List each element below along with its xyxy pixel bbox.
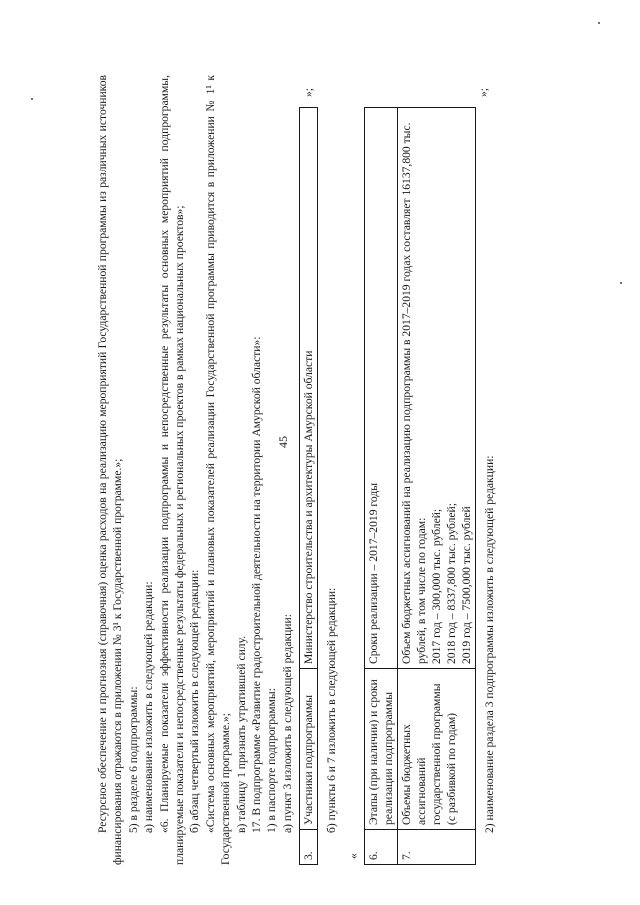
- paragraph-section-3: 2) наименование раздела 3 подпрограммы изложить в следующей редакции:: [483, 455, 497, 833]
- row-label: Участники подпрограммы: [300, 669, 318, 830]
- paragraph-indicators: «6. Планируемые показатели эффективности реализации подпрограммы и непосредственные результаты основных мероприятий подпрограммы, планируемые показатели и непосредственные результаты федеральных и региональных проектов в рамках национальных проектов»;: [157, 72, 187, 865]
- paragraph-system: «Система основных мероприятий, мероприятий и плановых показателей реализации Государственной программы приводится в приложении № 1¹ к Государственной программе.»;: [203, 72, 233, 865]
- paragraph-point-3: а) пункт 3 изложить в следующей редакции:: [280, 614, 294, 833]
- opening-quote: «: [346, 853, 360, 859]
- paragraph-table-1: в) таблицу 1 признать утратившей силу.: [234, 635, 248, 833]
- table-row: [398, 108, 476, 865]
- page-number: 45: [276, 436, 290, 448]
- funding-total: Объем бюджетных ассигнований на реализацию подпрограммы в 2017–2019 годах составляет 16137,800 тыс. рублей, в том числе по годам:: [400, 122, 429, 664]
- funding-2017: 2017 год – 300,000 тыс. рублей;: [430, 508, 444, 664]
- closing-mark: »;: [302, 87, 316, 97]
- row-number: 7.: [398, 830, 476, 865]
- table-row: [300, 108, 318, 865]
- funding-2018: 2018 год – 8337,800 тыс. рублей;: [445, 503, 459, 664]
- paragraph-fourth: б) абзац четвертый изложить в следующей редакции:: [188, 569, 202, 833]
- table-block-1: [299, 75, 318, 865]
- row-label: Этапы (при наличии) и сроки реализации подпрограммы: [365, 669, 398, 830]
- table-stages-funding: [364, 107, 476, 865]
- row-value: Министерство строительства и архитектуры Амурской области: [300, 108, 318, 669]
- paragraph-points-6-7: б) пункты 6 и 7 изложить в следующей редакции:: [325, 587, 339, 833]
- row-number: 3.: [300, 830, 318, 865]
- row-label: Объемы бюджетных ассигнований государственной программы (с разбивкой по годам): [398, 669, 476, 830]
- row-value: [398, 108, 476, 669]
- scan-speck: [598, 22, 600, 24]
- paragraph-passport: 1) в паспорте подпрограммы:: [265, 688, 279, 833]
- row-value: Сроки реализации – 2017–2019 годы: [365, 108, 398, 669]
- paragraph-section-6: 5) в разделе 6 подпрограммы:: [126, 686, 140, 833]
- scan-speck: [31, 98, 33, 100]
- table-row: [365, 108, 398, 865]
- paragraph-resource: Ресурсное обеспечение и прогнозная (справочная) оценка расходов на реализацию мероприятий Государственной программы из различных источников финансирования отражаются в приложении № 3¹ к Государственной программе.»;: [96, 72, 125, 865]
- paragraph-item-17: 17. В подпрограмме «Развитие градостроительной деятельности на территории Амурской области»:: [250, 336, 264, 833]
- paragraph-naming: а) наименование изложить в следующей редакции:: [142, 581, 156, 833]
- table-participants: [299, 107, 318, 865]
- rotated-content: [95, 72, 595, 865]
- funding-2019: 2019 год – 7500,000 тыс. рублей: [460, 506, 474, 664]
- closing-mark: »;: [477, 87, 491, 97]
- scan-speck: [620, 282, 622, 284]
- row-number: 6.: [365, 830, 398, 865]
